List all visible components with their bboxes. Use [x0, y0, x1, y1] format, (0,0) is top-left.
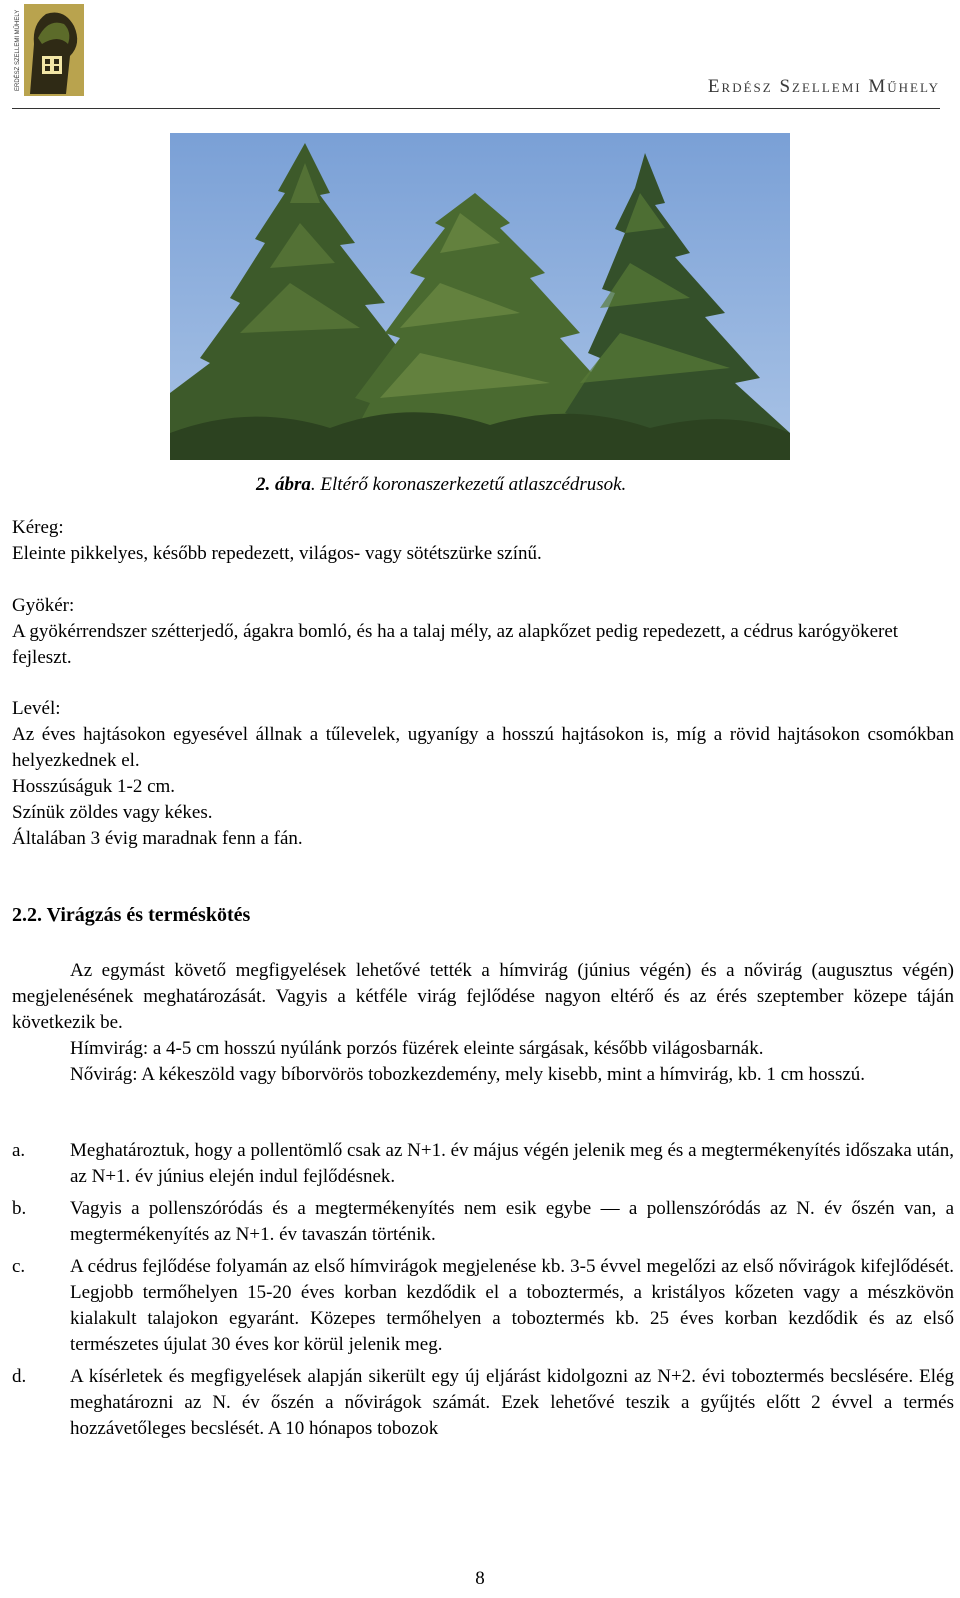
leaf-section — [12, 696, 954, 852]
leaf-lifespan: Általában 3 évig maradnak fenn a fán. — [12, 828, 303, 849]
list-item-text: A kísérletek és megfigyelések alapján sikerült egy új eljárást kidolgozni az N+2. évi toboztermés becslésére. Elég meghatározni az N. év őszén a nővirágok számát. Ezek lehetővé teszik a gyűjtés előtt 2 évvel a termés hozzávetőleges becslését. A 10 hónapos tobozok — [70, 1366, 954, 1439]
list-item-text: Vagyis a pollenszóródás és a megtermékenyítés nem esik egybe — a pollenszóródás az N. év őszén van, a megtermékenyítés az N+1. év tavaszán történik. — [70, 1198, 954, 1245]
figure-caption-label: 2. ábra — [256, 474, 311, 495]
list-item-text: Meghatároztuk, hogy a pollentömlő csak az N+1. év május végén jelenik meg és a megtermékenyítés időszaka után, az N+1. év június elején indul fejlődésnek. — [70, 1140, 954, 1187]
list-item — [12, 1254, 954, 1358]
leaf-length: Hosszúságuk 1-2 cm. — [12, 776, 176, 797]
root-text: A gyökérrendszer szétterjedő, ágakra bomló, és ha a talaj mély, az alapkőzet pedig repedezett, a cédrus karógyökeret fejleszt. — [12, 621, 899, 668]
header-divider — [12, 108, 940, 109]
list-item — [12, 1364, 954, 1442]
list-marker: c. — [12, 1256, 26, 1277]
cedar-trees-image — [170, 133, 790, 460]
paragraph-female-flower: Nővirág: A kékeszöld vagy bíborvörös tobozkezdemény, mely kisebb, mint a hímvirág, kb. 1 cm hosszú. — [70, 1064, 866, 1085]
bark-text: Eleinte pikkelyes, később repedezett, világos- vagy sötétszürke színű. — [12, 543, 542, 564]
page-number: 8 — [475, 1568, 485, 1589]
root-section — [12, 593, 954, 671]
section-flowering-body — [12, 958, 954, 1088]
figure-caption-text: . Eltérő koronaszerkezetű atlaszcédrusok. — [310, 474, 627, 495]
logo-text: ERDÉSZ SZELLEMI MŰHELY — [15, 9, 21, 91]
leaf-text: Az éves hajtásokon egyesével állnak a tűlevelek, ugyanígy a hosszú hajtásokon is, míg a rövid hajtásokon csomókban helyezkednek el. — [12, 724, 954, 771]
list-item — [12, 1138, 954, 1190]
leaf-label: Levél: — [12, 698, 61, 719]
list-marker: d. — [12, 1366, 27, 1387]
list-item — [12, 1196, 954, 1248]
logo-tree-house-icon — [12, 4, 84, 96]
leaf-color: Színük zöldes vagy kékes. — [12, 802, 213, 823]
list-marker: a. — [12, 1140, 26, 1161]
list-item-text: A cédrus fejlődése folyamán az első hímvirágok megjelenése kb. 3-5 évvel megelőzi az első nővirágok kifejlődését. Legjobb termőhelyen 15-20 éves korban kezdődik el a toboztermés, a kristályos kőzeten vagy a mészkövön kialakult talajokon egyaránt. Közepes termőhelyen a toboztermés kb. 25 éves korban kezdődik és az első természetes újulat 30 éves kor körül jelenik meg. — [70, 1256, 954, 1355]
section-title: 2.2. Virágzás és terméskötés — [12, 904, 251, 926]
paragraph-observations: Az egymást követő megfigyelések lehetővé tették a hímvirág (június végén) és a nővirág (augusztus végén) megjelenésének meghatározását. Vagyis a kétféle virág fejlődése nagyon eltérő és az érés szeptember közepe táján következik be. — [12, 960, 954, 1033]
paragraph-male-flower: Hímvirág: a 4-5 cm hosszú nyúlánk porzós füzérek eleinte sárgásak, később világosbarnák. — [70, 1038, 764, 1059]
figure-photo — [170, 133, 790, 460]
list-marker: b. — [12, 1198, 27, 1219]
findings-list-container — [12, 1138, 954, 1448]
figure-caption — [256, 474, 626, 496]
findings-list — [12, 1138, 954, 1442]
section-flowering — [12, 902, 954, 928]
logo — [12, 4, 84, 96]
bark-label: Kéreg: — [12, 517, 64, 538]
header-title: Erdész Szellemi Műhely — [707, 76, 940, 97]
bark-section — [12, 515, 954, 567]
root-label: Gyökér: — [12, 595, 75, 616]
